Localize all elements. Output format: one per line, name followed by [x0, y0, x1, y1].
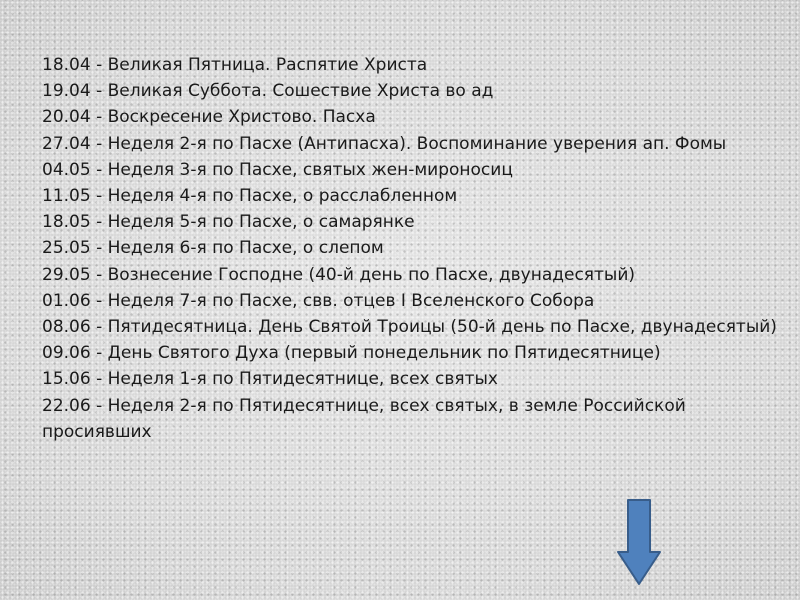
list-item: 27.04 - Неделя 2-я по Пасхе (Антипасха). Воспоминание уверения ап. Фомы [42, 133, 727, 154]
list-item: 01.06 - Неделя 7-я по Пасхе, свв. отцев I Вселенского Собора [42, 290, 595, 311]
list-item: 20.04 - Воскресение Христово. Пасха [42, 107, 376, 128]
list-item: 29.05 - Вознесение Господне (40-й день по Пасхе, двунадесятый) [42, 264, 636, 285]
list-item: 22.06 - Неделя 2-я по Пятидесятнице, всех святых, в земле Российской просиявших [42, 395, 686, 442]
feast-list [42, 52, 782, 445]
list-item: 11.05 - Неделя 4-я по Пасхе, о расслабленном [42, 186, 458, 207]
list-item: 18.05 - Неделя 5-я по Пасхе, о самарянке [42, 212, 415, 233]
list-item: 25.05 - Неделя 6-я по Пасхе, о слепом [42, 238, 384, 259]
list-item: 08.06 - Пятидесятница. День Святой Троицы (50-й день по Пасхе, двунадесятый) [42, 317, 777, 338]
list-item: 19.04 - Великая Суббота. Сошествие Христа во ад [42, 81, 494, 102]
down-arrow-icon[interactable] [616, 498, 662, 586]
list-item: 04.05 - Неделя 3-я по Пасхе, святых жен-мироносиц [42, 159, 513, 180]
list-item: 15.06 - Неделя 1-я по Пятидесятнице, всех святых [42, 369, 498, 390]
list-item: 09.06 - День Святого Духа (первый понедельник по Пятидесятнице) [42, 343, 661, 364]
down-arrow-shape [618, 500, 660, 584]
list-item: 18.04 - Великая Пятница. Распятие Христа [42, 55, 428, 75]
